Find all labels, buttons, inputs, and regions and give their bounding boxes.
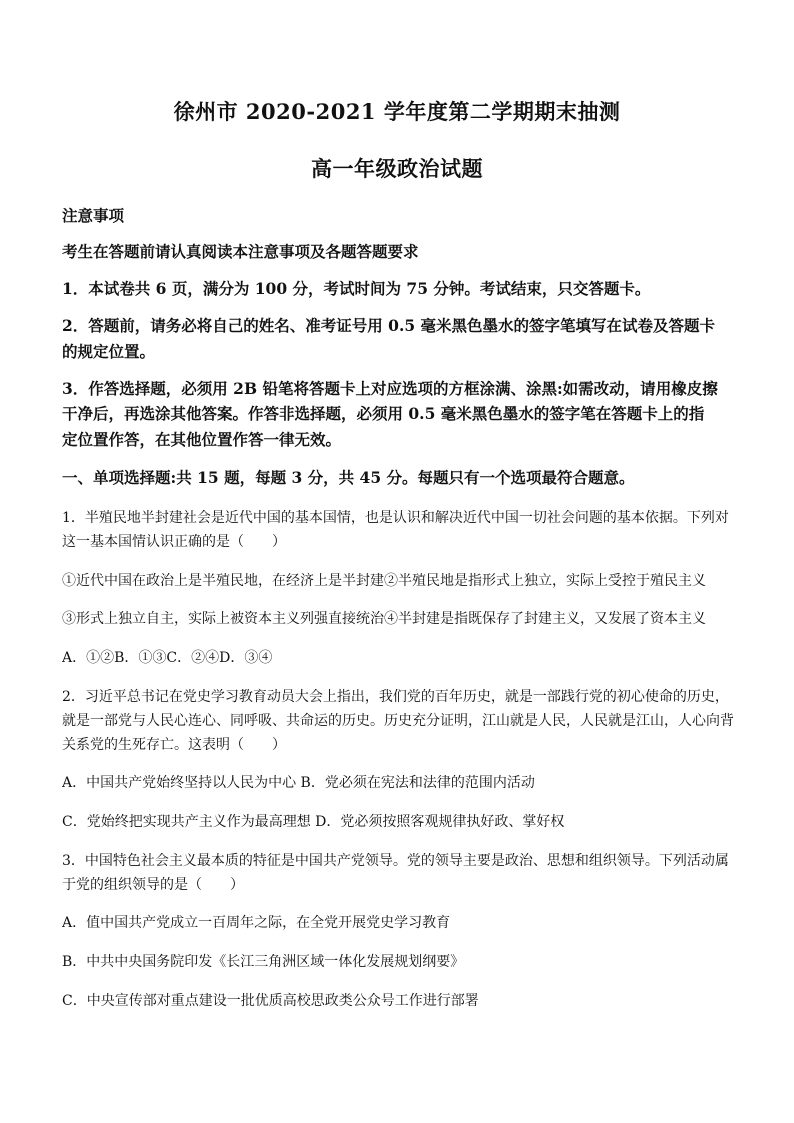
question-2-line-3: 关系党的生死存亡。这表明（ ） — [62, 737, 286, 753]
question-2-choices-ab: A．中国共产党始终坚持以人民为中心 B．党必须在宪法和法律的范围内活动 — [62, 775, 535, 791]
question-1-statement-2: ③形式上独立自主，实际上被资本主义列强直接统治④半封建是指既保存了封建主义，又发展了资本主义 — [62, 611, 706, 627]
notes-item-3-line-3: 定位置作答，在其他位置作答一律无效。 — [62, 430, 342, 449]
question-3-line-1: 3．中国特色社会主义最本质的特征是中国共产党领导。党的领导主要是政治、思想和组织领导。下列活动属 — [62, 853, 729, 869]
notes-item-3-line-2: 干净后，再选涂其他答案。作答非选择题，必须用 0.5 毫米黑色墨水的签字笔在答题卡上的指 — [62, 404, 705, 423]
question-2-line-1: 2．习近平总书记在党史学习教育动员大会上指出，我们党的百年历史，就是一部践行党的初心使命的历史， — [62, 689, 729, 705]
question-1-line-1: 1．半殖民地半封建社会是近代中国的基本国情，也是认识和解决近代中国一切社会问题的基本依据。下列对 — [62, 510, 729, 526]
question-2-choices-cd: C．党始终把实现共产主义作为最高理想 D．党必须按照客观规律执好政、掌好权 — [62, 814, 565, 830]
notes-item-2-line-1: 2．答题前，请务必将自己的姓名、准考证号用 0.5 毫米黑色墨水的签字笔填写在试卷及答题卡 — [62, 316, 716, 335]
question-2-line-2: 就是一部党与人民心连心、同呼吸、共命运的历史。历史充分证明，江山就是人民，人民就是江山，人心向背 — [62, 713, 734, 729]
notes-item-1: 1．本试卷共 6 页，满分为 100 分，考试时间为 75 分钟。考试结束，只交答题卡。 — [62, 279, 651, 298]
notes-item-2-line-2: 的规定位置。 — [62, 342, 156, 361]
section-1-heading: 一、单项选择题:共 15 题，每题 3 分，共 45 分。每题只有一个选项最符合题意。 — [62, 468, 635, 487]
question-1-line-2: 这一基本国情认识正确的是（ ） — [62, 534, 286, 550]
notes-intro: 考生在答题前请认真阅读本注意事项及各题答题要求 — [62, 242, 419, 261]
question-3-choice-b: B．中共中央国务院印发《长江三角洲区域一体化发展规划纲要》 — [62, 954, 465, 970]
question-1-statement-1: ①近代中国在政治上是半殖民地，在经济上是半封建②半殖民地是指形式上独立，实际上受控于殖民主义 — [62, 573, 706, 589]
question-3-choice-a: A．值中国共产党成立一百周年之际，在全党开展党史学习教育 — [62, 915, 451, 931]
question-3-line-2: 于党的组织领导的是（ ） — [62, 877, 244, 893]
question-3-choice-c: C．中央宣传部对重点建设一批优质高校思政类公众号工作进行部署 — [62, 993, 479, 1009]
notes-heading: 注意事项 — [62, 206, 125, 225]
exam-title: 徐州市 2020-2021 学年度第二学期期末抽测 — [173, 99, 621, 124]
exam-subtitle: 高一年级政治试题 — [311, 156, 483, 181]
question-1-choices: A．①②B．①③C．②④D．③④ — [62, 650, 273, 666]
notes-item-3-line-1: 3．作答选择题，必须用 2B 铅笔将答题卡上对应选项的方框涂满、涂黑:如需改动，请用橡皮擦 — [62, 379, 718, 398]
